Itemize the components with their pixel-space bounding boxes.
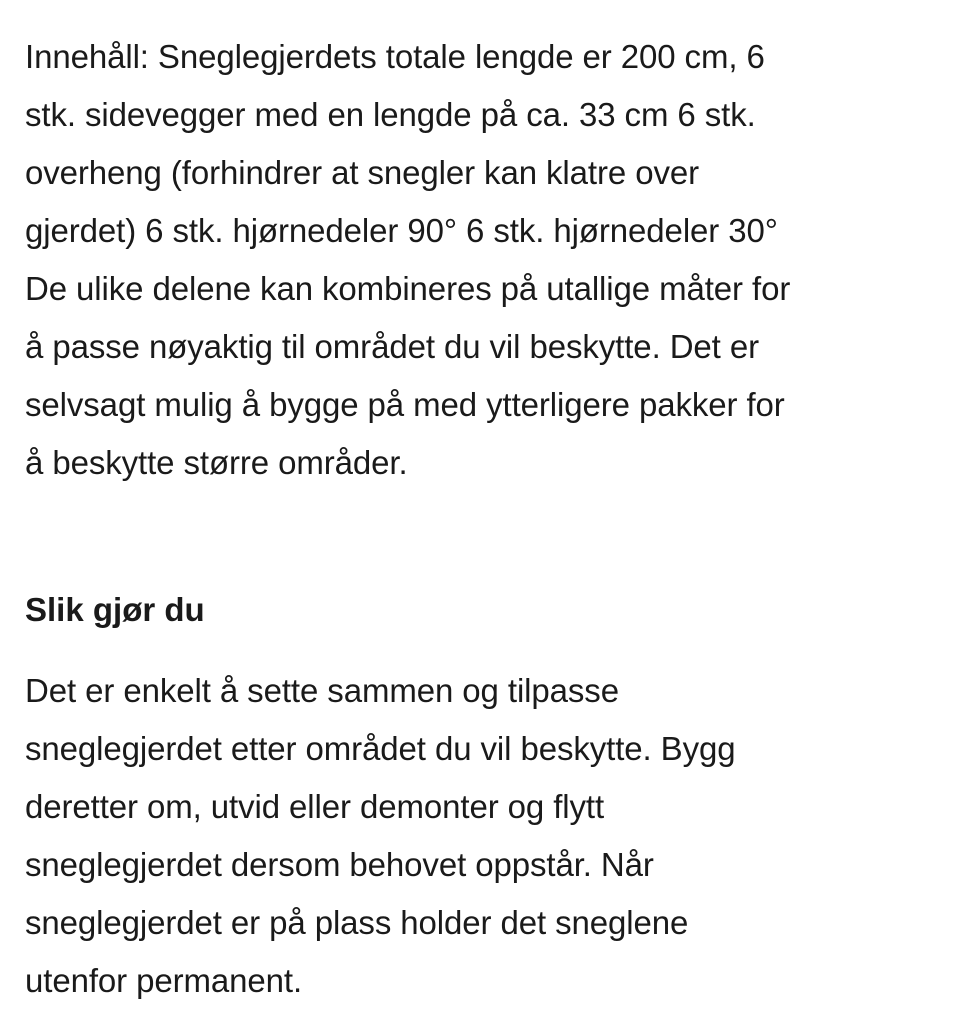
howto-line: utenfor permanent. — [25, 962, 303, 999]
howto-line: Det er enkelt å sette sammen og tilpasse — [25, 672, 619, 709]
description-line: Innehåll: Sneglegjerdets totale lengde er 200 cm, 6 — [25, 38, 765, 75]
howto-line: sneglegjerdet dersom behovet oppstår. Når — [25, 846, 654, 883]
howto-line: sneglegjerdet er på plass holder det sneglene — [25, 904, 689, 941]
howto-heading: Slik gjør du — [25, 591, 205, 628]
description-paragraph — [25, 28, 940, 492]
product-text-content — [25, 28, 940, 999]
description-line: gjerdet) 6 stk. hjørnedeler 90° 6 stk. hjørnedeler 30° — [25, 212, 778, 249]
howto-line: sneglegjerdet etter området du vil beskytte. Bygg — [25, 730, 736, 767]
description-line: stk. sidevegger med en lengde på ca. 33 cm 6 stk. — [25, 96, 756, 133]
howto-paragraph — [25, 662, 736, 1010]
howto-line: deretter om, utvid eller demonter og flytt — [25, 788, 605, 825]
description-line: overheng (forhindrer at snegler kan klatre over — [25, 154, 699, 191]
description-line: De ulike delene kan kombineres på utallige måter for — [25, 270, 791, 307]
howto-section — [25, 662, 736, 1010]
description-line: å beskytte større områder. — [25, 444, 408, 481]
description-line: selvsagt mulig å bygge på med ytterligere pakker for — [25, 386, 785, 423]
description-line: å passe nøyaktig til området du vil beskytte. Det er — [25, 328, 759, 365]
